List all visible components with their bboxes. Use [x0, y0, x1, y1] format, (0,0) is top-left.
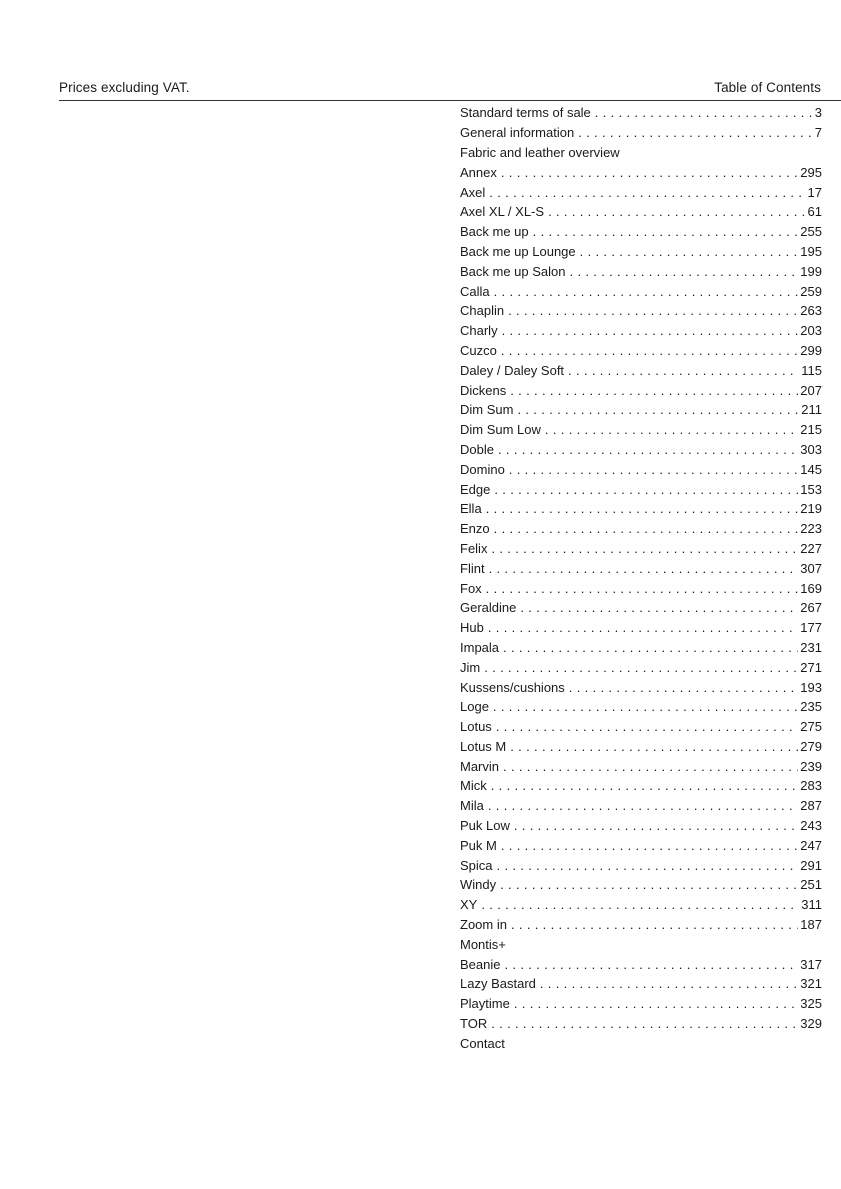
toc-entry-title: Chaplin: [460, 303, 505, 319]
toc-entry[interactable]: [460, 697, 822, 717]
toc-entry-title: Contact: [460, 1035, 505, 1051]
toc-dot-leader: [486, 502, 799, 515]
toc-entry-page: 329: [800, 1016, 822, 1032]
toc-entry-title: Jim: [460, 659, 481, 675]
toc-entry[interactable]: [460, 915, 822, 935]
toc-entry[interactable]: [460, 222, 822, 242]
toc-entry-page: 199: [800, 263, 822, 279]
toc-entry-title: Standard terms of sale: [460, 105, 591, 121]
toc-entry[interactable]: [460, 875, 822, 895]
header-divider: [59, 100, 841, 101]
toc-entry[interactable]: [460, 202, 822, 222]
toc-entry-page: 219: [800, 501, 822, 517]
toc-entry[interactable]: [460, 440, 822, 460]
toc-entry-title: Geraldine: [460, 600, 517, 616]
toc-entry-title: XY: [460, 897, 478, 913]
toc-entry-page: 255: [800, 224, 822, 240]
toc-dot-leader: [488, 799, 798, 812]
toc-entry-title: Calla: [460, 283, 490, 299]
toc-dot-leader: [502, 324, 799, 337]
toc-entry[interactable]: [460, 638, 822, 658]
toc-entry[interactable]: [460, 459, 822, 479]
toc-entry-page: 235: [800, 699, 822, 715]
toc-entry[interactable]: [460, 162, 822, 182]
toc-dot-leader: [498, 443, 798, 456]
toc-entry[interactable]: [460, 578, 822, 598]
toc-entry[interactable]: [460, 1014, 822, 1034]
toc-entry[interactable]: [460, 479, 822, 499]
toc-entry[interactable]: [460, 380, 822, 400]
toc-entry-page: 187: [800, 917, 822, 933]
toc-entry-title: Mick: [460, 778, 487, 794]
toc-dot-leader: [488, 621, 798, 634]
toc-entry-page: 115: [801, 362, 822, 378]
toc-dot-leader: [501, 344, 798, 357]
toc-entry-page: 271: [800, 659, 822, 675]
toc-entry[interactable]: [460, 1033, 822, 1053]
toc-entry-page: 307: [800, 560, 822, 576]
toc-dot-leader: [489, 186, 805, 199]
toc-entry[interactable]: [460, 657, 822, 677]
toc-entry-page: 299: [800, 342, 822, 358]
toc-entry-title: Axel: [460, 184, 486, 200]
toc-entry-title: Kussens/cushions: [460, 679, 565, 695]
toc-entry-page: 275: [800, 719, 822, 735]
toc-entry-page: 211: [801, 402, 822, 418]
toc-entry-page: 267: [800, 600, 822, 616]
toc-entry-page: 263: [800, 303, 822, 319]
toc-entry-title: Charly: [460, 323, 498, 339]
toc-dot-leader: [504, 958, 798, 971]
toc-dot-leader: [511, 918, 798, 931]
toc-dot-leader: [545, 423, 798, 436]
toc-entry[interactable]: [460, 261, 822, 281]
toc-entry-title: Puk Low: [460, 818, 510, 834]
toc-entry[interactable]: [460, 717, 822, 737]
toc-entry-title: Lotus M: [460, 738, 507, 754]
toc-entry[interactable]: [460, 182, 822, 202]
toc-entry-title: Montis+: [460, 936, 506, 952]
toc-entry[interactable]: [460, 598, 822, 618]
toc-dot-leader: [514, 819, 798, 832]
toc-entry[interactable]: [460, 796, 822, 816]
toc-dot-leader: [500, 878, 798, 891]
toc-entry[interactable]: [460, 400, 822, 420]
toc-entry-title: Domino: [460, 461, 505, 477]
toc-entry[interactable]: [460, 123, 822, 143]
toc-dot-leader: [548, 205, 805, 218]
toc-entry-page: 203: [800, 323, 822, 339]
toc-entry-page: 303: [800, 441, 822, 457]
toc-entry-page: 3: [814, 105, 822, 121]
toc-dot-leader: [491, 779, 799, 792]
toc-entry[interactable]: [460, 519, 822, 539]
table-of-contents: [460, 103, 822, 1053]
toc-entry[interactable]: [460, 301, 822, 321]
toc-dot-leader: [484, 661, 798, 674]
toc-dot-leader: [503, 641, 798, 654]
toc-entry-page: 251: [800, 877, 822, 893]
toc-dot-leader: [517, 403, 799, 416]
toc-entry-page: 227: [800, 540, 822, 556]
toc-entry-title: Back me up Lounge: [460, 243, 576, 259]
toc-entry[interactable]: [460, 539, 822, 559]
toc-entry[interactable]: [460, 974, 822, 994]
toc-entry-page: 61: [807, 204, 822, 220]
toc-entry[interactable]: [460, 895, 822, 915]
toc-entry[interactable]: [460, 360, 822, 380]
toc-dot-leader: [497, 859, 799, 872]
toc-entry-page: 215: [800, 422, 822, 438]
toc-entry-page: 231: [800, 639, 822, 655]
toc-dot-leader: [595, 106, 813, 119]
toc-dot-leader: [569, 681, 799, 694]
toc-entry-title: Impala: [460, 639, 500, 655]
header-left-note: Prices excluding VAT.: [59, 80, 190, 95]
toc-dot-leader: [501, 166, 798, 179]
toc-entry-page: 247: [800, 837, 822, 853]
toc-entry[interactable]: [460, 420, 822, 440]
toc-entry-title: Back me up Salon: [460, 263, 566, 279]
toc-entry[interactable]: [460, 499, 822, 519]
toc-entry-title: TOR: [460, 1016, 488, 1032]
toc-entry[interactable]: [460, 143, 822, 163]
toc-entry-page: 7: [814, 125, 822, 141]
toc-entry-title: Dim Sum Low: [460, 422, 541, 438]
toc-entry-title: Playtime: [460, 996, 510, 1012]
toc-entry-title: Mila: [460, 798, 484, 814]
toc-dot-leader: [501, 839, 798, 852]
toc-entry[interactable]: [460, 994, 822, 1014]
toc-dot-leader: [494, 285, 799, 298]
toc-dot-leader: [510, 740, 798, 753]
toc-entry-title: Flint: [460, 560, 485, 576]
toc-entry[interactable]: [460, 618, 822, 638]
toc-entry[interactable]: [460, 103, 822, 123]
toc-entry[interactable]: [460, 934, 822, 954]
toc-entry[interactable]: [460, 281, 822, 301]
toc-entry-title: Loge: [460, 699, 489, 715]
toc-entry[interactable]: [460, 737, 822, 757]
toc-dot-leader: [568, 364, 799, 377]
toc-entry-page: 223: [800, 521, 822, 537]
toc-entry-title: Axel XL / XL-S: [460, 204, 545, 220]
toc-dot-leader: [580, 245, 799, 258]
toc-entry[interactable]: [460, 341, 822, 361]
toc-dot-leader: [489, 562, 799, 575]
toc-dot-leader: [491, 542, 798, 555]
toc-entry[interactable]: [460, 835, 822, 855]
toc-entry-title: Windy: [460, 877, 497, 893]
toc-entry-page: 243: [800, 818, 822, 834]
toc-entry-title: Enzo: [460, 521, 490, 537]
header-section-title: Table of Contents: [714, 80, 821, 95]
toc-entry-title: Daley / Daley Soft: [460, 362, 565, 378]
toc-dot-leader: [570, 265, 799, 278]
toc-dot-leader: [578, 126, 813, 139]
toc-entry-title: Ella: [460, 501, 482, 517]
toc-dot-leader: [520, 601, 798, 614]
toc-entry-title: Dim Sum: [460, 402, 514, 418]
toc-dot-leader: [540, 977, 798, 990]
toc-entry-page: 239: [800, 758, 822, 774]
toc-entry-page: 295: [800, 164, 822, 180]
toc-entry[interactable]: [460, 558, 822, 578]
toc-dot-leader: [481, 898, 799, 911]
toc-entry[interactable]: [460, 816, 822, 836]
toc-dot-leader: [486, 582, 799, 595]
toc-dot-leader: [494, 522, 799, 535]
toc-entry[interactable]: [460, 776, 822, 796]
toc-entry-page: 193: [800, 679, 822, 695]
toc-entry-title: Lotus: [460, 719, 492, 735]
toc-entry[interactable]: [460, 242, 822, 262]
toc-entry[interactable]: [460, 756, 822, 776]
toc-entry-page: 17: [807, 184, 822, 200]
toc-entry-title: Beanie: [460, 956, 501, 972]
toc-entry-page: 325: [800, 996, 822, 1012]
toc-entry-page: 291: [800, 857, 822, 873]
toc-entry-title: Doble: [460, 441, 494, 457]
toc-entry-page: 283: [800, 778, 822, 794]
toc-dot-leader: [509, 463, 799, 476]
toc-dot-leader: [533, 225, 799, 238]
toc-entry-page: 321: [800, 976, 822, 992]
toc-entry-title: Back me up: [460, 224, 529, 240]
toc-dot-leader: [508, 304, 798, 317]
toc-entry-page: 145: [800, 461, 822, 477]
toc-entry-page: 207: [800, 382, 822, 398]
toc-entry-title: Felix: [460, 540, 488, 556]
toc-entry-page: 153: [800, 481, 822, 497]
toc-dot-leader: [491, 1017, 798, 1030]
toc-entry-title: Edge: [460, 481, 491, 497]
toc-entry-title: Dickens: [460, 382, 507, 398]
toc-dot-leader: [510, 384, 798, 397]
toc-entry-page: 169: [800, 580, 822, 596]
toc-dot-leader: [514, 997, 798, 1010]
toc-entry-page: 195: [800, 243, 822, 259]
toc-entry-title: Hub: [460, 620, 484, 636]
toc-entry-title: Cuzco: [460, 342, 497, 358]
toc-dot-leader: [493, 700, 798, 713]
toc-entry-page: 177: [800, 620, 822, 636]
toc-entry-title: General information: [460, 125, 575, 141]
toc-entry-page: 287: [800, 798, 822, 814]
toc-entry[interactable]: [460, 321, 822, 341]
toc-entry-title: Lazy Bastard: [460, 976, 536, 992]
toc-entry[interactable]: [460, 855, 822, 875]
toc-entry-title: Puk M: [460, 837, 497, 853]
toc-entry-page: 279: [800, 738, 822, 754]
toc-entry-title: Zoom in: [460, 917, 507, 933]
toc-entry-page: 259: [800, 283, 822, 299]
toc-entry[interactable]: [460, 677, 822, 697]
toc-entry[interactable]: [460, 954, 822, 974]
toc-entry-title: Fabric and leather overview: [460, 144, 620, 160]
toc-dot-leader: [496, 720, 798, 733]
toc-entry-title: Marvin: [460, 758, 500, 774]
toc-dot-leader: [503, 760, 798, 773]
toc-dot-leader: [494, 483, 798, 496]
toc-entry-page: 311: [801, 897, 822, 913]
toc-entry-page: 317: [800, 956, 822, 972]
toc-entry-title: Spica: [460, 857, 493, 873]
toc-entry-title: Annex: [460, 164, 497, 180]
toc-entry-title: Fox: [460, 580, 482, 596]
